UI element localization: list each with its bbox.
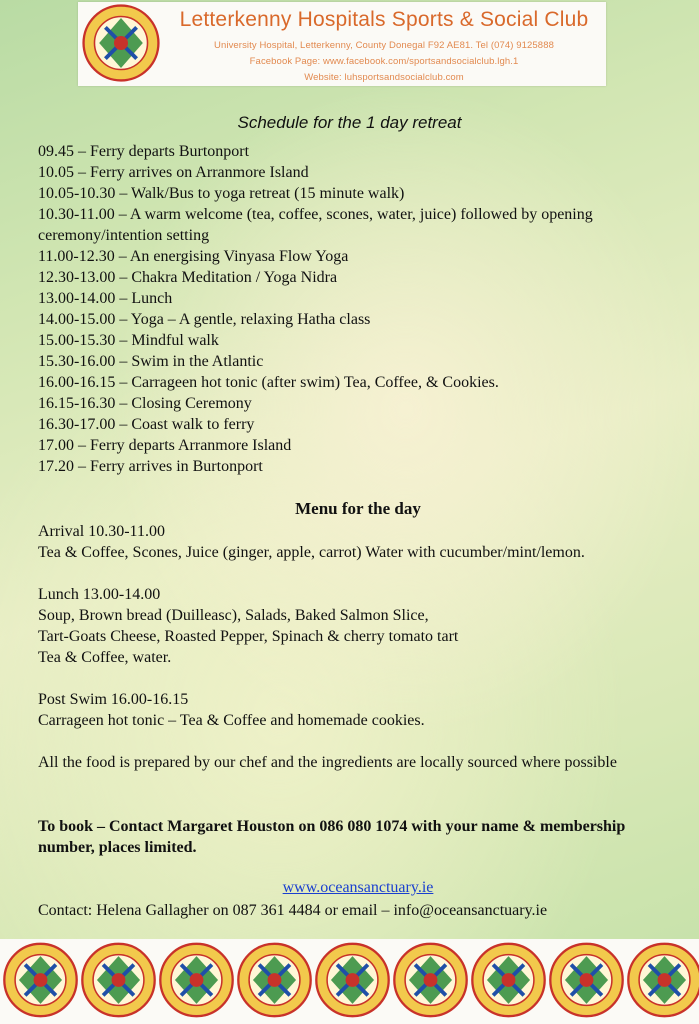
schedule-list xyxy=(38,141,683,477)
schedule-item: 10.05 – Ferry arrives on Arranmore Island xyxy=(38,164,309,181)
schedule-item: 10.05-10.30 – Walk/Bus to yoga retreat (15 minute walk) xyxy=(38,185,405,202)
schedule-item: 10.30-11.00 – A warm welcome (tea, coffee, scones, water, juice) followed by opening ceremony/intention setting xyxy=(38,206,593,244)
lunch-line: Tart-Goats Cheese, Roasted Pepper, Spinach & cherry tomato tart xyxy=(38,628,459,645)
club-logo-icon xyxy=(82,4,160,82)
schedule-item: 13.00-14.00 – Lunch xyxy=(38,290,173,307)
club-logo-icon xyxy=(470,939,547,1021)
club-address: University Hospital, Letterkenny, County Donegal F92 AE81. Tel (074) 9125888 xyxy=(214,40,554,51)
arrival-heading: Arrival 10.30-11.00 xyxy=(38,523,165,540)
club-logo-icon xyxy=(236,939,313,1021)
club-logo-icon xyxy=(80,939,157,1021)
schedule-item: 11.00-12.30 – An energising Vinyasa Flow Yoga xyxy=(38,248,349,265)
club-title: Letterkenny Hospitals Sports & Social Club xyxy=(179,8,589,31)
booking-info: To book – Contact Margaret Houston on 086 080 1074 with your name & membership number, places limited. xyxy=(38,818,626,856)
schedule-item: 17.20 – Ferry arrives in Burtonport xyxy=(38,458,263,475)
oceansanctuary-link[interactable]: www.oceansanctuary.ie xyxy=(282,879,434,896)
club-website: Website: luhsportsandsocialclub.com xyxy=(304,72,464,83)
schedule-item: 14.00-15.00 – Yoga – A gentle, relaxing Hatha class xyxy=(38,311,371,328)
schedule-item: 17.00 – Ferry departs Arranmore Island xyxy=(38,437,292,454)
club-logo-icon xyxy=(158,939,235,1021)
menu-section xyxy=(38,521,688,773)
club-logo-icon xyxy=(314,939,391,1021)
schedule-item: 15.30-16.00 – Swim in the Atlantic xyxy=(38,353,264,370)
contact-line: Contact: Helena Gallagher on 087 361 4484 or email – info@oceansanctuary.ie xyxy=(38,902,548,919)
club-logo-icon xyxy=(2,939,79,1021)
club-logo-icon xyxy=(392,939,469,1021)
menu-title: Menu for the day xyxy=(295,499,421,518)
letterhead xyxy=(78,2,606,86)
schedule-title: Schedule for the 1 day retreat xyxy=(237,113,462,132)
schedule-item: 09.45 – Ferry departs Burtonport xyxy=(38,143,250,160)
club-facebook: Facebook Page: www.facebook.com/sportsandsocialclub.lgh.1 xyxy=(249,56,519,67)
schedule-item: 12.30-13.00 – Chakra Meditation / Yoga Nidra xyxy=(38,269,338,286)
schedule-item: 16.15-16.30 – Closing Ceremony xyxy=(38,395,252,412)
swim-heading: Post Swim 16.00-16.15 xyxy=(38,691,189,708)
swim-text: Carrageen hot tonic – Tea & Coffee and homemade cookies. xyxy=(38,712,425,729)
arrival-text: Tea & Coffee, Scones, Juice (ginger, apple, carrot) Water with cucumber/mint/lemon. xyxy=(38,544,585,561)
lunch-heading: Lunch 13.00-14.00 xyxy=(38,586,161,603)
food-note: All the food is prepared by our chef and the ingredients are locally sourced where possible xyxy=(38,754,617,771)
club-logo-icon xyxy=(626,939,699,1021)
lunch-line: Soup, Brown bread (Duilleasc), Salads, Baked Salmon Slice, xyxy=(38,607,429,624)
footer-logo-strip xyxy=(0,939,699,1024)
schedule-item: 15.00-15.30 – Mindful walk xyxy=(38,332,219,349)
lunch-line: Tea & Coffee, water. xyxy=(38,649,172,666)
club-logo-icon xyxy=(548,939,625,1021)
schedule-item: 16.30-17.00 – Coast walk to ferry xyxy=(38,416,255,433)
schedule-item: 16.00-16.15 – Carrageen hot tonic (after swim) Tea, Coffee, & Cookies. xyxy=(38,374,499,391)
